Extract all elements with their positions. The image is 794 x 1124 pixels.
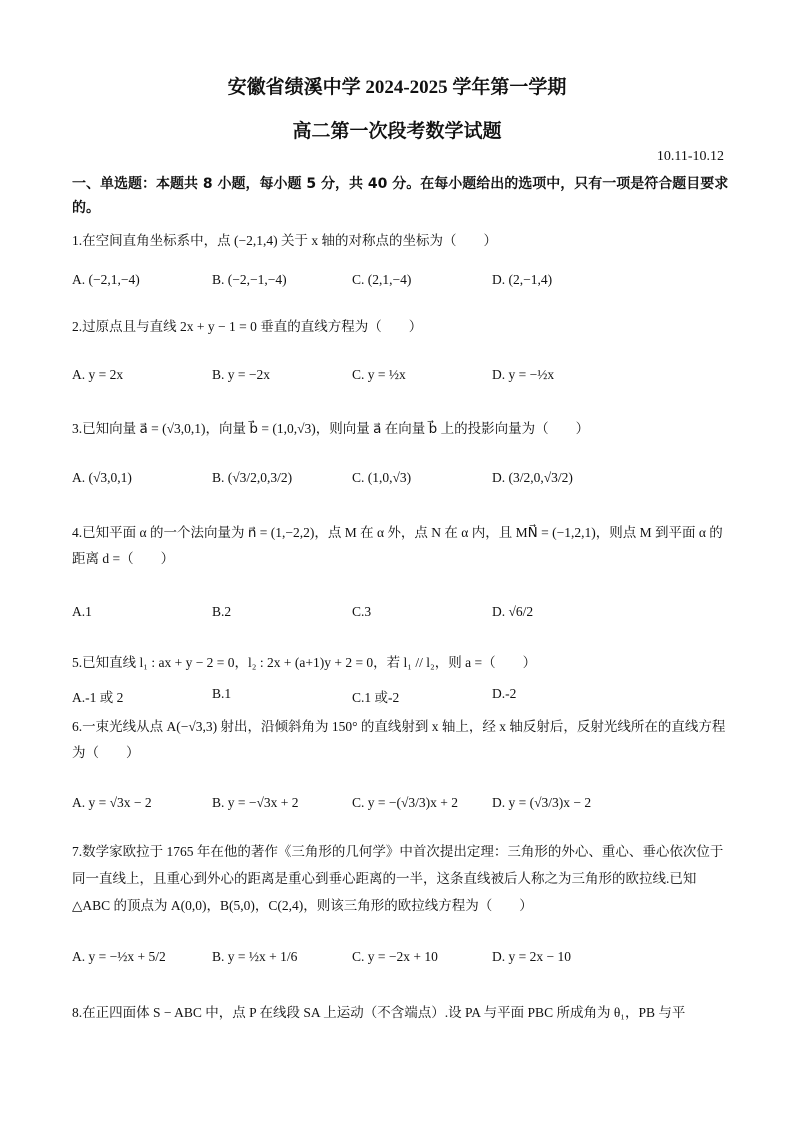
question-4-option-a: A.1 <box>72 604 92 619</box>
question-3-option-c: C. (1,0,√3) <box>352 470 412 485</box>
question-2-stem: 2.过原点且与直线 2x + y − 1 = 0 垂直的直线方程为（ ） <box>72 319 423 334</box>
question-7-option-b: B. y = ½x + 1/6 <box>212 949 298 964</box>
question-1-option-b: B. (−2,−1,−4) <box>212 272 287 287</box>
section-heading-single-choice: 一、单选题：本题共 8 小题，每小题 5 分，共 40 分。在每小题给出的选项中，只有一项是符合题目要求的。 <box>72 176 729 216</box>
question-8-stem: 8.在正四面体 S − ABC 中，点 P 在线段 SA 上运动（不含端点）.设 PA 与平面 PBC 所成角为 θ₁，PB 与平 <box>72 1005 686 1020</box>
question-4-option-d: D. √6/2 <box>492 604 534 619</box>
question-1-option-a: A. (−2,1,−4) <box>72 272 140 287</box>
question-1-stem: 1.在空间直角坐标系中，点 (−2,1,4) 关于 x 轴的对称点的坐标为（ ） <box>72 233 497 248</box>
exam-title-line1: 安徽省绩溪中学 2024-2025 学年第一学期 <box>227 77 567 98</box>
question-7-stem: 7.数学家欧拉于 1765 年在他的著作《三角形的几何学》中首次提出定理：三角形的外心、重心、垂心依次位于同一直线上，且重心到外心的距离是重心到垂心距离的一半，这条直线被后人称之为三角形的欧拉线.已知△ABC 的顶点为 A(0,0)，B(5,0)，C(2,4)，则该三角形的欧拉线方程为（ ） <box>72 844 724 913</box>
exam-title-line2: 高二第一次段考数学试题 <box>292 121 502 142</box>
question-6-option-a: A. y = √3x − 2 <box>72 795 152 810</box>
question-7-option-d: D. y = 2x − 10 <box>492 949 571 964</box>
question-6-stem: 6.一束光线从点 A(−√3,3) 射出，沿倾斜角为 150° 的直线射到 x 轴上，经 x 轴反射后，反射光线所在的直线方程为（ ） <box>72 719 726 760</box>
question-4-option-c: C.3 <box>352 604 372 619</box>
question-2-option-d: D. y = −½x <box>492 367 555 382</box>
question-7-option-c: C. y = −2x + 10 <box>352 949 438 964</box>
question-7-option-a: A. y = −½x + 5/2 <box>72 949 166 964</box>
question-2-option-b: B. y = −2x <box>212 367 270 382</box>
question-6-option-c: C. y = −(√3/3)x + 2 <box>352 795 458 810</box>
question-5-option-c: C.1 或-2 <box>352 690 400 705</box>
question-1-option-c: C. (2,1,−4) <box>352 272 412 287</box>
question-5-option-a: A.-1 或 2 <box>72 690 124 705</box>
question-3-stem: 3.已知向量 a⃗ = (√3,0,1)，向量 b⃗ = (1,0,√3)，则向量 a⃗ 在向量 b⃗ 上的投影向量为（ ） <box>72 421 590 436</box>
question-3-option-a: A. (√3,0,1) <box>72 470 132 485</box>
question-4-stem: 4.已知平面 α 的一个法向量为 n⃗ = (1,−2,2)，点 M 在 α 外，点 N 在 α 内，且 MN⃗ = (−1,2,1)，则点 M 到平面 α 的距离 d =（ ） <box>72 525 723 566</box>
exam-date: 10.11-10.12 <box>656 149 724 164</box>
question-3-option-d: D. (3/2,0,√3/2) <box>492 470 573 485</box>
question-5-option-b: B.1 <box>212 686 232 701</box>
question-1-option-d: D. (2,−1,4) <box>492 272 553 287</box>
question-6-option-d: D. y = (√3/3)x − 2 <box>492 795 592 810</box>
question-3-option-b: B. (√3/2,0,3/2) <box>212 470 293 485</box>
question-5-stem: 5.已知直线 l₁ : ax + y − 2 = 0，l₂ : 2x + (a+1)y + 2 = 0，若 l₁ // l₂，则 a =（ ） <box>72 655 537 670</box>
question-2-option-c: C. y = ½x <box>352 367 406 382</box>
question-2-option-a: A. y = 2x <box>72 367 124 382</box>
question-6-option-b: B. y = −√3x + 2 <box>212 795 299 810</box>
question-4-option-b: B.2 <box>212 604 232 619</box>
question-5-option-d: D.-2 <box>492 686 517 701</box>
